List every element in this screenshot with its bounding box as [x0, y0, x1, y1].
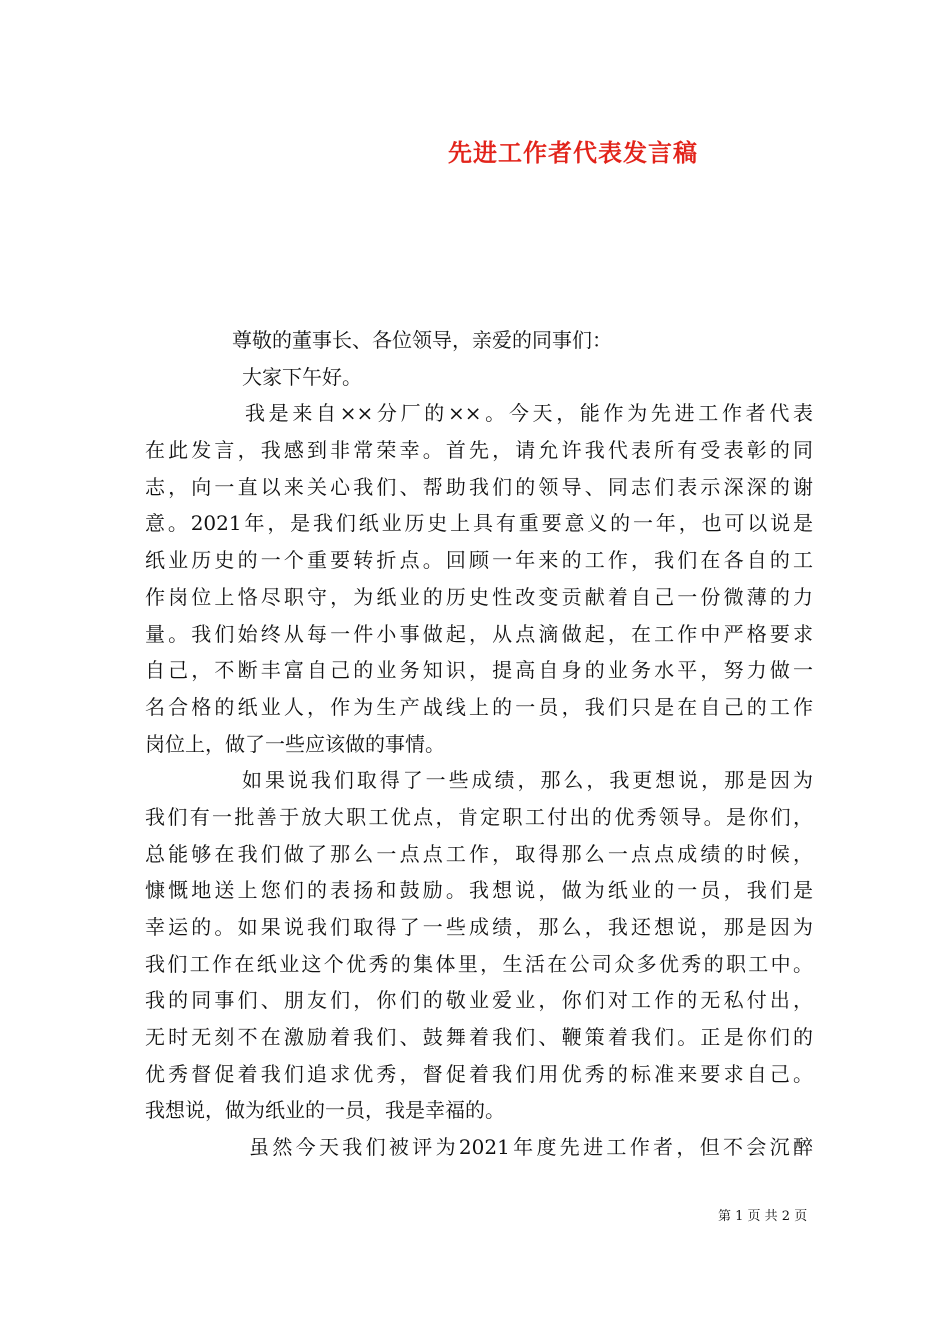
paragraph-line: 总能够在我们做了那么一点点工作，取得那么一点点成绩的时候，: [145, 841, 813, 866]
paragraph-line: 如果说我们取得了一些成绩，那么，我更想说，那是因为: [242, 768, 813, 793]
paragraph-line: 在此发言，我感到非常荣幸。首先，请允许我代表所有受表彰的同: [145, 438, 813, 463]
page-number: 第 1 页 共 2 页: [718, 1209, 808, 1224]
paragraph-line: 我们工作在纸业这个优秀的集体里，生活在公司众多优秀的职工中。: [145, 951, 813, 976]
paragraph-line: 岗位上，做了一些应该做的事情。: [145, 731, 445, 756]
paragraph-line: 名合格的纸业人，作为生产战线上的一员，我们只是在自己的工作: [145, 694, 813, 719]
paragraph-line: 慷慨地送上您们的表扬和鼓励。我想说，做为纸业的一员，我们是: [145, 878, 813, 903]
document-title: 先进工作者代表发言稿: [448, 138, 698, 167]
paragraph-line: 我想说，做为纸业的一员，我是幸福的。: [145, 1098, 505, 1123]
paragraph-line: 作岗位上恪尽职守，为纸业的历史性改变贡献着自己一份微薄的力: [145, 584, 813, 609]
paragraph-line: 纸业历史的一个重要转折点。回顾一年来的工作，我们在各自的工: [145, 548, 813, 573]
paragraph-line: 量。我们始终从每一件小事做起，从点滴做起，在工作中严格要求: [145, 621, 813, 646]
paragraph-line: 我是来自××分厂的××。今天，能作为先进工作者代表: [245, 401, 813, 426]
paragraph-line: 无时无刻不在激励着我们、鼓舞着我们、鞭策着我们。正是你们的: [145, 1025, 813, 1050]
document-body: [145, 322, 813, 1166]
paragraph-line: 我们有一批善于放大职工优点，肯定职工付出的优秀领导。是你们，: [145, 804, 813, 829]
greeting: 大家下午好。: [242, 364, 362, 389]
paragraph-line: 我的同事们、朋友们，你们的敬业爱业，你们对工作的无私付出，: [145, 988, 813, 1013]
paragraph-line: 虽然今天我们被评为2021年度先进工作者，但不会沉醉: [249, 1135, 813, 1160]
paragraph-line: 幸运的。如果说我们取得了一些成绩，那么，我还想说，那是因为: [145, 915, 813, 939]
salutation: 尊敬的董事长、各位领导，亲爱的同事们：: [232, 328, 612, 352]
paragraph-line: 志，向一直以来关心我们、帮助我们的领导、同志们表示深深的谢: [145, 474, 813, 499]
paragraph-line: 意。2021年，是我们纸业历史上具有重要意义的一年，也可以说是: [145, 511, 813, 536]
paragraph-line: 自己，不断丰富自己的业务知识，提高自身的业务水平，努力做一: [145, 658, 813, 683]
paragraph-line: 优秀督促着我们追求优秀，督促着我们用优秀的标准来要求自己。: [145, 1061, 813, 1086]
